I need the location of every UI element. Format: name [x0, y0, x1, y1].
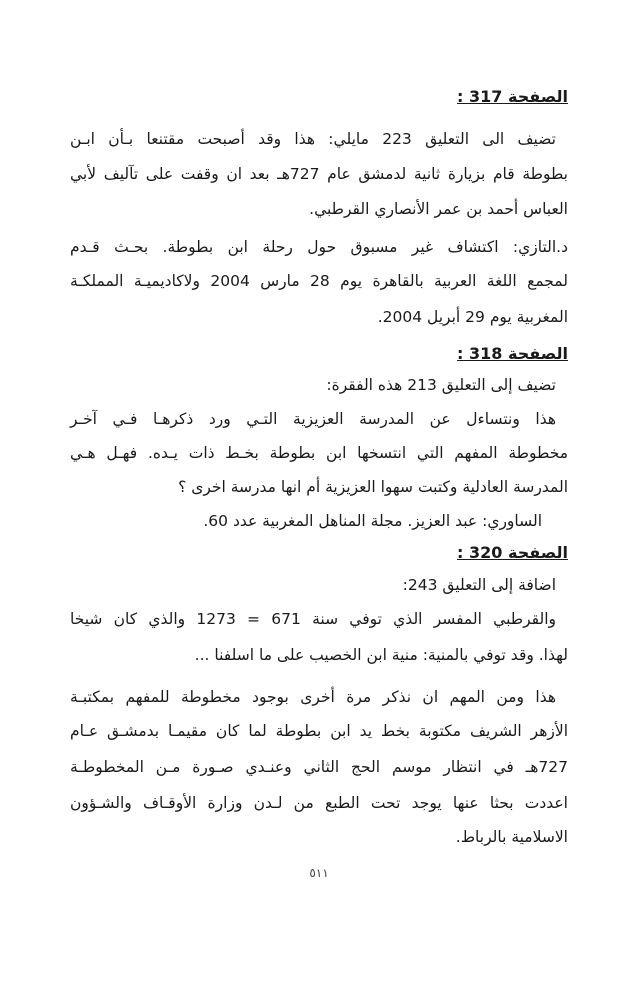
paragraph-line: المدرسة العادلية وكتبت سهوا العزيزية أم انها مدرسة اخرى ؟: [178, 478, 568, 496]
paragraph-line: اضافة إلى التعليق 243:: [402, 576, 556, 594]
paragraph-line: د.التازي: اكتشاف غير مسبوق حول رحلة ابن بطوطة. بحـث قـدم: [70, 238, 568, 256]
paragraph-line: العباس أحمد بن عمر الأنصاري القرطبي.: [309, 200, 568, 218]
paragraph-line: والقرطبي المفسر الذي توفي سنة 671 = 1273 والذي كان شيخا: [70, 610, 556, 628]
paragraph-line: تضيف إلى التعليق 213 هذه الفقرة:: [326, 376, 556, 394]
paragraph-line: اعددت بحثا عنها يوجد تحت الطبع من لـدن وزارة الأوقـاف والشـؤون: [70, 794, 568, 812]
page-number: ٥١١: [309, 866, 329, 880]
paragraph-line: هذا ومن المهم ان نذكر مرة أخرى بوجود مخطوطة للمفهم بمكتبـة: [70, 688, 556, 706]
paragraph-line: الاسلامية بالرباط.: [455, 828, 568, 846]
section-heading-320: الصفحة 320 :: [457, 543, 568, 562]
paragraph-line: الأزهر الشريف مكتوبة بخط يد ابن بطوطة لما كان مقيمـا بدمشـق عـام: [70, 722, 568, 740]
paragraph-line: لمجمع اللغة العربية بالقاهرة يوم 28 مارس 2004 ولاكاديميـة المملكـة: [70, 272, 568, 290]
paragraph-line: مخطوطة المفهم التي انتسخها ابن بطوطة بخـط ذات يـده. فهـل هـي: [70, 444, 568, 462]
paragraph-line: لهذا. وقد توفي بالمنية: منية ابن الخصيب على ما اسلفنا ...: [194, 646, 568, 664]
paragraph-line: المغربية يوم 29 أبريل 2004.: [377, 308, 568, 326]
section-heading-318: الصفحة 318 :: [457, 344, 568, 363]
paragraph-line: الساوري: عبد العزيز. مجلة المناهل المغربية عدد 60.: [203, 512, 542, 530]
paragraph-line: هذا ونتساءل عن المدرسة العزيزية التـي ورد ذكرهـا فـي آخـر: [70, 410, 556, 428]
paragraph-line: تضيف الى التعليق 223 مايلي: هذا وقد أصبحت مقتنعا بـأن ابـن: [70, 130, 556, 148]
paragraph-line: 727هـ في انتظار موسم الحج الثاني وعنـدي صـورة مـن المخطوطـة: [70, 758, 568, 776]
paragraph-line: بطوطة قام بزيارة ثانية لدمشق عام 727هـ بعد ان وقفت على تآليف لأبي: [70, 165, 568, 183]
section-heading-317: الصفحة 317 :: [457, 87, 568, 106]
